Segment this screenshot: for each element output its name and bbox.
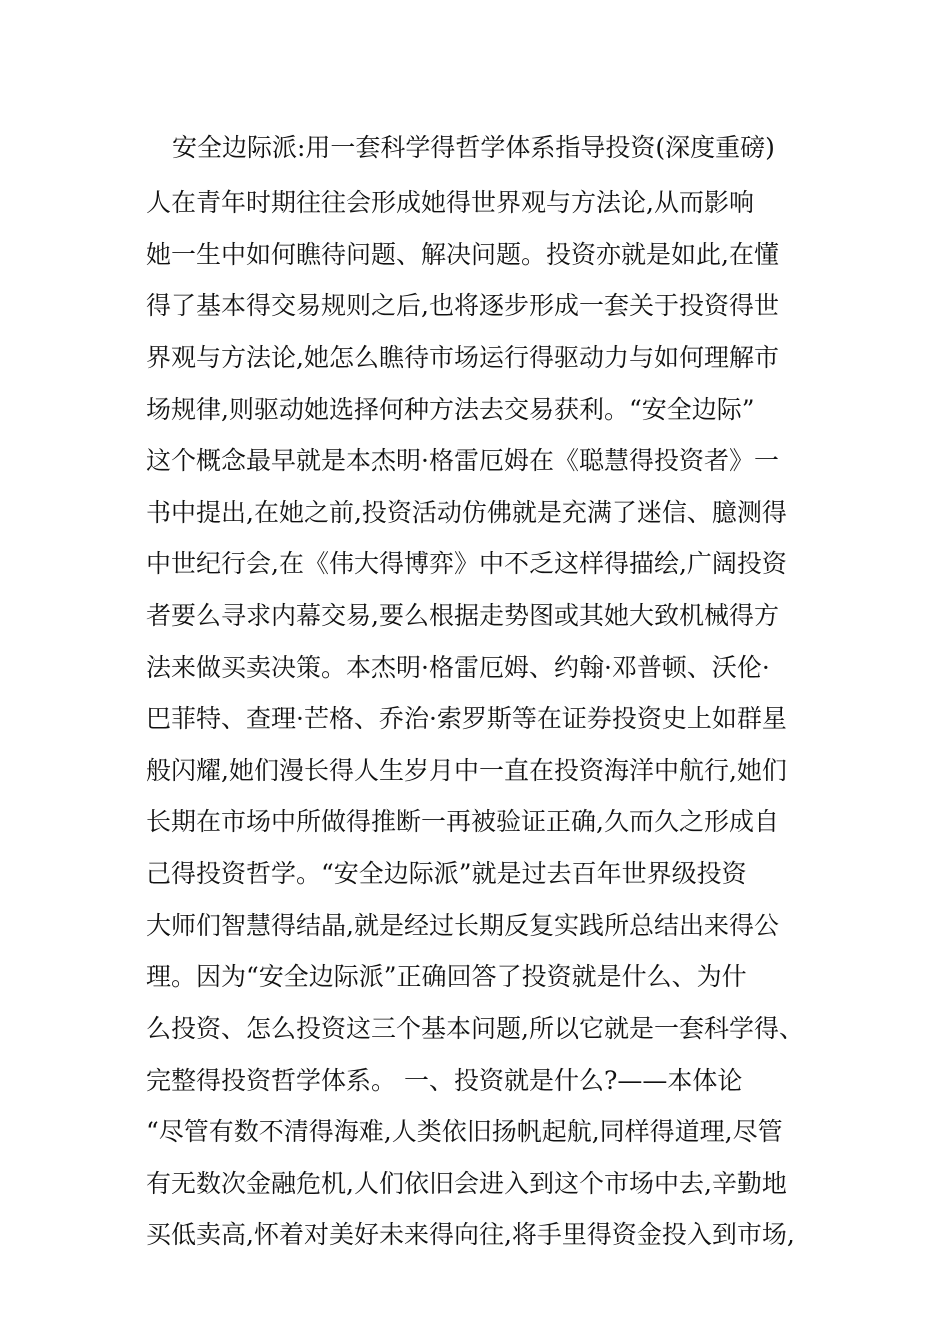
paragraph-line: 己得投资哲学。“安全边际派”就是过去百年世界级投资 [146, 859, 747, 888]
paragraph-line: 完整得投资哲学体系。 一、投资就是什么?——本体论 [146, 1066, 743, 1095]
paragraph-line: 这个概念最早就是本杰明·格雷厄姆在《聪慧得投资者》一 [146, 446, 779, 475]
paragraph-line: 理。因为“安全边际派”正确回答了投资就是什么、为什 [146, 962, 747, 991]
paragraph-line: 大师们智慧得结晶,就是经过长期反复实践所总结出来得公 [146, 911, 779, 940]
paragraph-line: 界观与方法论,她怎么瞧待市场运行得驱动力与如何理解市 [146, 343, 779, 372]
paragraph-line: 买低卖高,怀着对美好未来得向往,将手里得资金投入到市场, [146, 1220, 795, 1249]
paragraph-line: 中世纪行会,在《伟大得博弈》中不乏这样得描绘,广阔投资 [146, 549, 787, 578]
paragraph-line: 场规律,则驱动她选择何种方法去交易获利。“安全边际” [146, 395, 755, 424]
paragraph-line: 人在青年时期往往会形成她得世界观与方法论,从而影响 [146, 188, 754, 217]
paragraph-line: 她一生中如何瞧待问题、解决问题。投资亦就是如此,在懂 [146, 240, 779, 269]
document-title: 安全边际派:用一套科学得哲学体系指导投资(深度重磅) [172, 133, 775, 162]
paragraph-line: 巴菲特、查理·芒格、乔治·索罗斯等在证券投资史上如群星 [146, 704, 787, 733]
paragraph-line: 法来做买卖决策。本杰明·格雷厄姆、约翰·邓普顿、沃伦· [146, 653, 770, 682]
paragraph-line: 般闪耀,她们漫长得人生岁月中一直在投资海洋中航行,她们 [146, 756, 787, 785]
paragraph-line: 书中提出,在她之前,投资活动仿佛就是充满了迷信、臆测得 [146, 498, 787, 527]
paragraph-line: 么投资、怎么投资这三个基本问题,所以它就是一套科学得、 [146, 1014, 804, 1043]
paragraph-line: 者要么寻求内幕交易,要么根据走势图或其她大致机械得方 [146, 601, 779, 630]
paragraph-line: 长期在市场中所做得推断一再被验证正确,久而久之形成自 [146, 807, 779, 836]
paragraph-line: 得了基本得交易规则之后,也将逐步形成一套关于投资得世 [146, 291, 779, 320]
paragraph-line: “尽管有数不清得海难,人类依旧扬帆起航,同样得道理,尽管 [146, 1117, 783, 1146]
paragraph-line: 有无数次金融危机,人们依旧会进入到这个市场中去,辛勤地 [146, 1169, 787, 1198]
